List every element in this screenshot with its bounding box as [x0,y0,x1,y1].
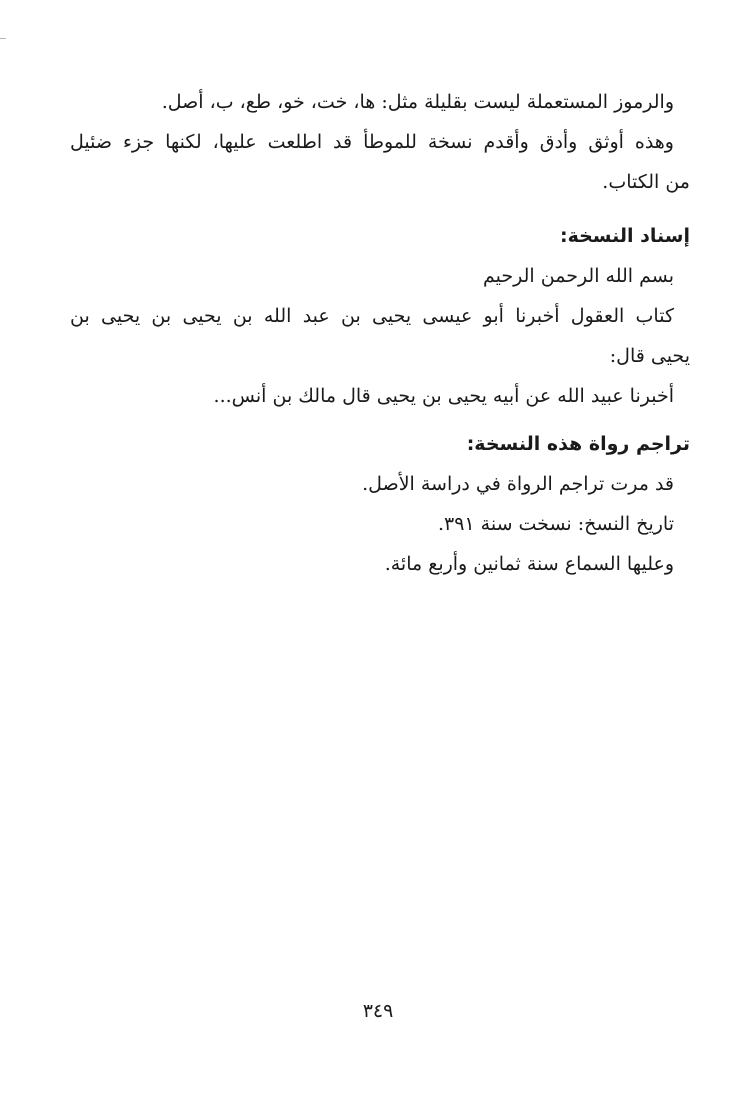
manuscript-description-line-1 [70,122,690,162]
manuscript-description-text-1: وهذه أوثق وأدق وأقدم نسخة للموطأ قد اطلعت عليها، لكنها جزء ضئيل [70,131,674,153]
basmala-line: بسم الله الرحمن الرحيم [483,265,674,287]
page-body [70,82,690,584]
isnad-line-1 [70,296,690,336]
page-edge-mark [0,38,6,39]
narrators-line-1: قد مرت تراجم الرواة في دراسة الأصل. [362,473,674,495]
page-number: ٣٤٩ [362,1000,394,1022]
manuscript-description-line-2: من الكتاب. [602,171,690,193]
audition-line: وعليها السماع سنة ثمانين وأربع مائة. [384,553,674,575]
isnad-line-3: أخبرنا عبيد الله عن أبيه يحيى بن يحيى قال مالك بن أنس... [213,385,674,407]
narrators-heading: تراجم رواة هذه النسخة: [466,433,690,455]
isnad-text-1: كتاب العقول أخبرنا أبو عيسى يحيى بن عبد الله بن يحيى بن يحيى بن [70,305,674,327]
isnad-heading: إسناد النسخة: [559,225,690,247]
copy-date-line: تاريخ النسخ: نسخت سنة ٣٩١. [437,513,674,535]
isnad-line-2: يحيى قال: [609,345,690,367]
symbols-paragraph: والرموز المستعملة ليست بقليلة مثل: ها، خت، خو، طع، ب، أصل. [161,91,674,113]
